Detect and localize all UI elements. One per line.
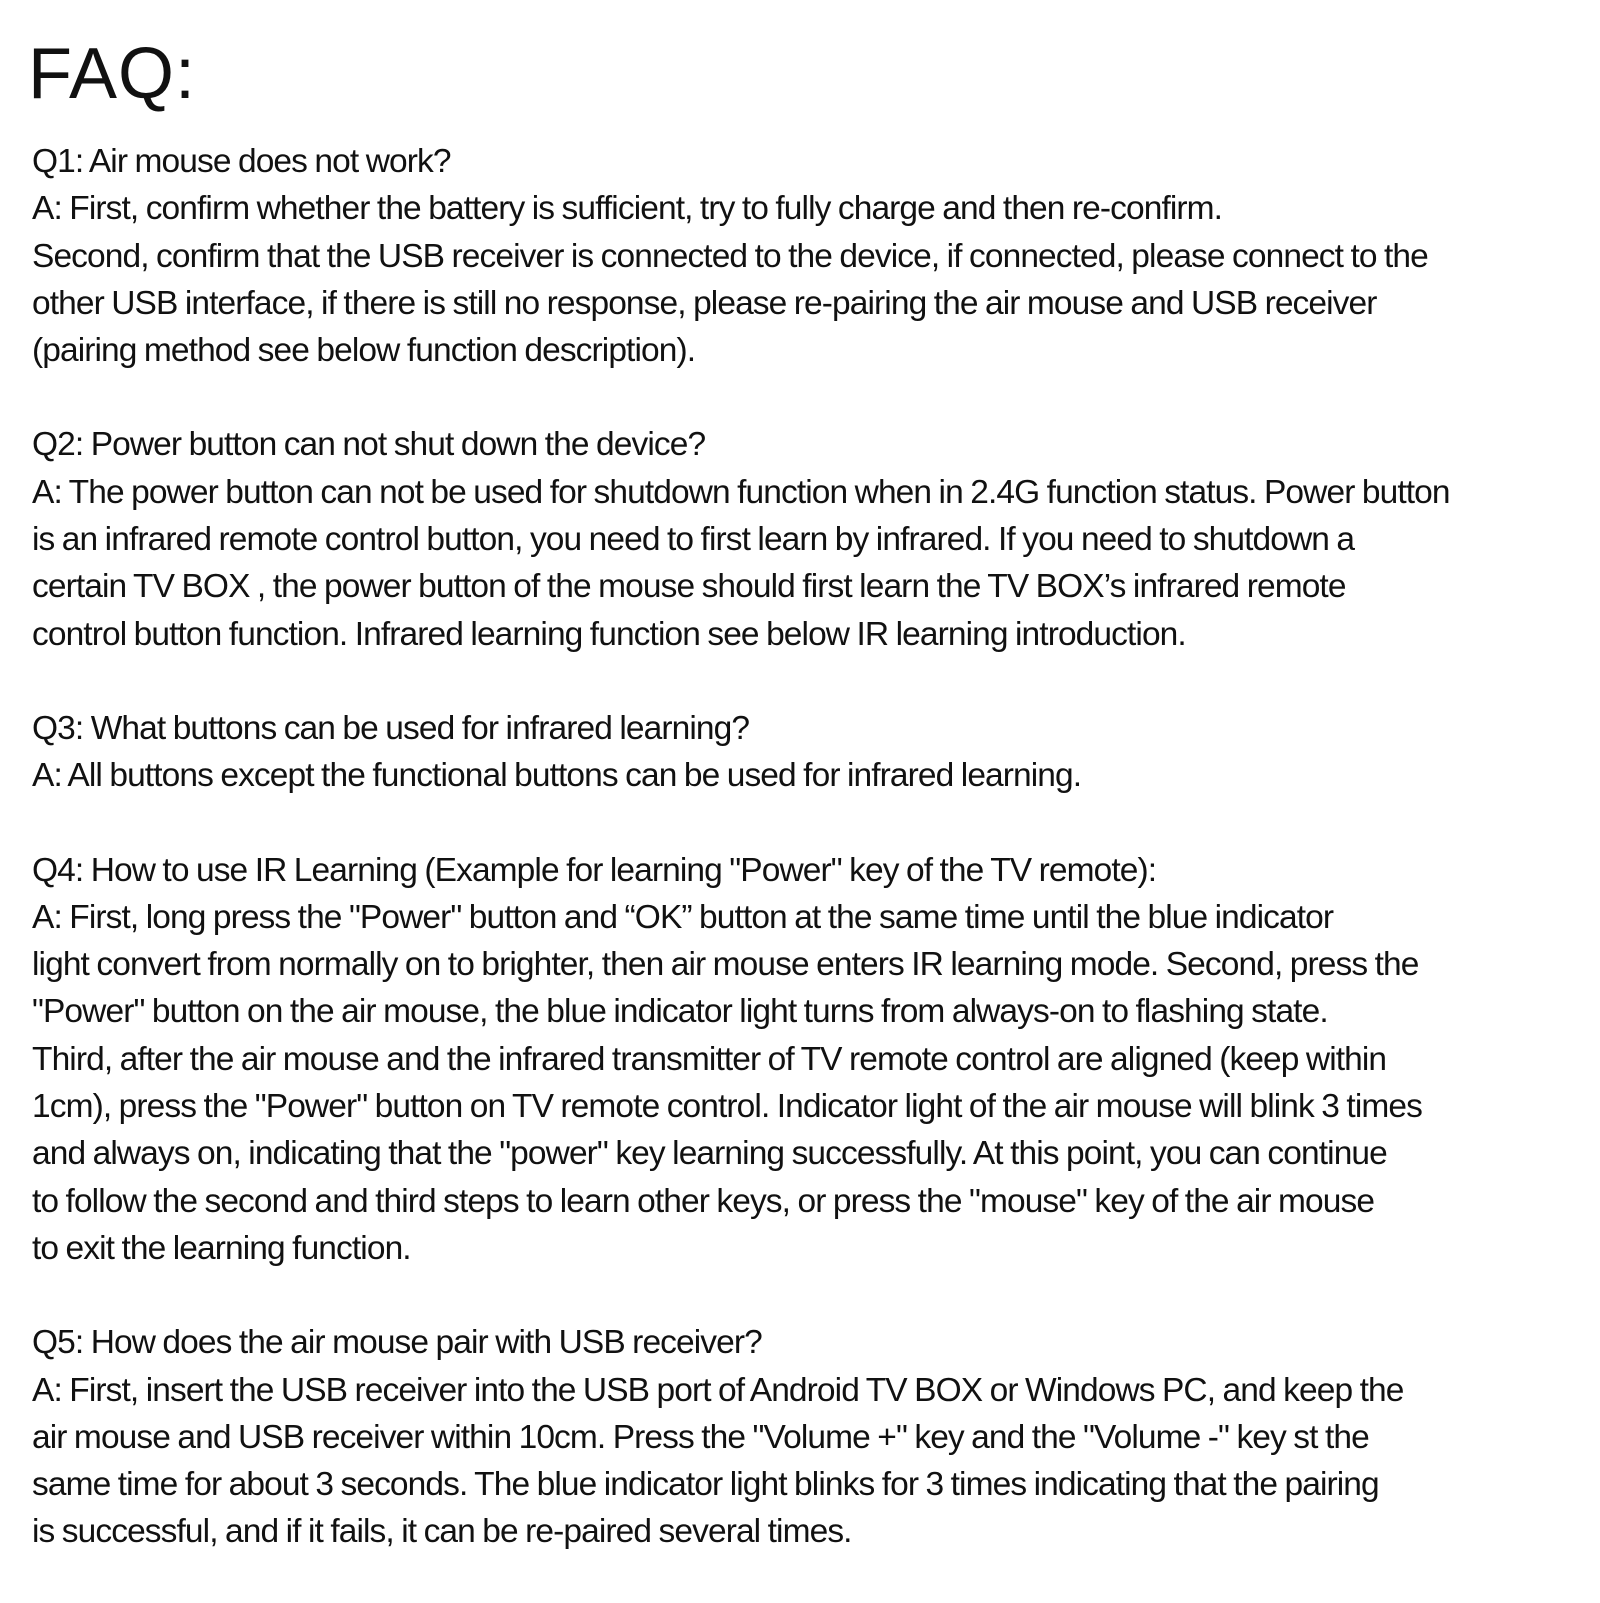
faq-answer-line: A: First, long press the "Power" button and “OK” button at the same time until the blue indicator [32,898,1334,936]
faq-question: Q4: How to use IR Learning (Example for learning "Power" key of the TV remote): [32,851,1157,889]
faq-answer-line: is successful, and if it fails, it can be re-paired several times. [32,1513,852,1551]
faq-answer-line: control button function. Infrared learning function see below IR learning introduction. [32,615,1186,653]
faq-answer-line: "Power" button on the air mouse, the blue indicator light turns from always-on to flashing state. [32,993,1328,1031]
faq-item [32,847,1592,1273]
faq-list [32,138,1592,1603]
faq-answer-line: is an infrared remote control button, you need to first learn by infrared. If you need to shutdown a [32,521,1355,559]
faq-answer-line: same time for about 3 seconds. The blue indicator light blinks for 3 times indicating that the pairing [32,1466,1379,1504]
faq-answer-line: (pairing method see below function description). [32,332,696,370]
faq-answer-line: A: All buttons except the functional buttons can be used for infrared learning. [32,757,1082,795]
faq-answer-line: to follow the second and third steps to learn other keys, or press the "mouse" key of the air mouse [32,1182,1375,1220]
faq-answer-line: and always on, indicating that the "power" key learning successfully. At this point, you can continue [32,1135,1387,1173]
faq-item [32,138,1592,374]
faq-answer-line: A: First, insert the USB receiver into the USB port of Android TV BOX or Windows PC, and keep the [32,1371,1404,1409]
faq-question: Q1: Air mouse does not work? [32,143,451,180]
faq-answer-line: Third, after the air mouse and the infrared transmitter of TV remote control are aligned (keep within [32,1040,1387,1078]
faq-question: Q3: What buttons can be used for infrared learning? [32,709,750,747]
faq-answer-line: certain TV BOX , the power button of the mouse should first learn the TV BOX’s infrared remote [32,568,1346,606]
faq-answer-line: A: The power button can not be used for shutdown function when in 2.4G function status. Power button [32,473,1450,511]
faq-answer-line: light convert from normally on to brighter, then air mouse enters IR learning mode. Second, press the [32,946,1419,984]
faq-answer-line: A: First, confirm whether the battery is sufficient, try to fully charge and then re-confirm. [32,190,1223,228]
faq-question: Q5: How does the air mouse pair with USB receiver? [32,1324,762,1362]
page-title: FAQ: [28,34,197,114]
faq-question: Q2: Power button can not shut down the device? [32,426,706,464]
faq-answer-line: other USB interface, if there is still no response, please re-pairing the air mouse and USB receiver [32,284,1377,322]
faq-item [32,1319,1592,1555]
faq-item [32,421,1592,657]
faq-answer-line: to exit the learning function. [32,1229,411,1267]
faq-item [32,705,1592,800]
faq-answer-line: 1cm), press the "Power" button on TV remote control. Indicator light of the air mouse will blink 3 times [32,1088,1422,1126]
faq-answer-line: air mouse and USB receiver within 10cm. Press the "Volume +" key and the "Volume -" key st the [32,1418,1369,1456]
faq-answer-line: Second, confirm that the USB receiver is connected to the device, if connected, please connect to the [32,237,1428,275]
